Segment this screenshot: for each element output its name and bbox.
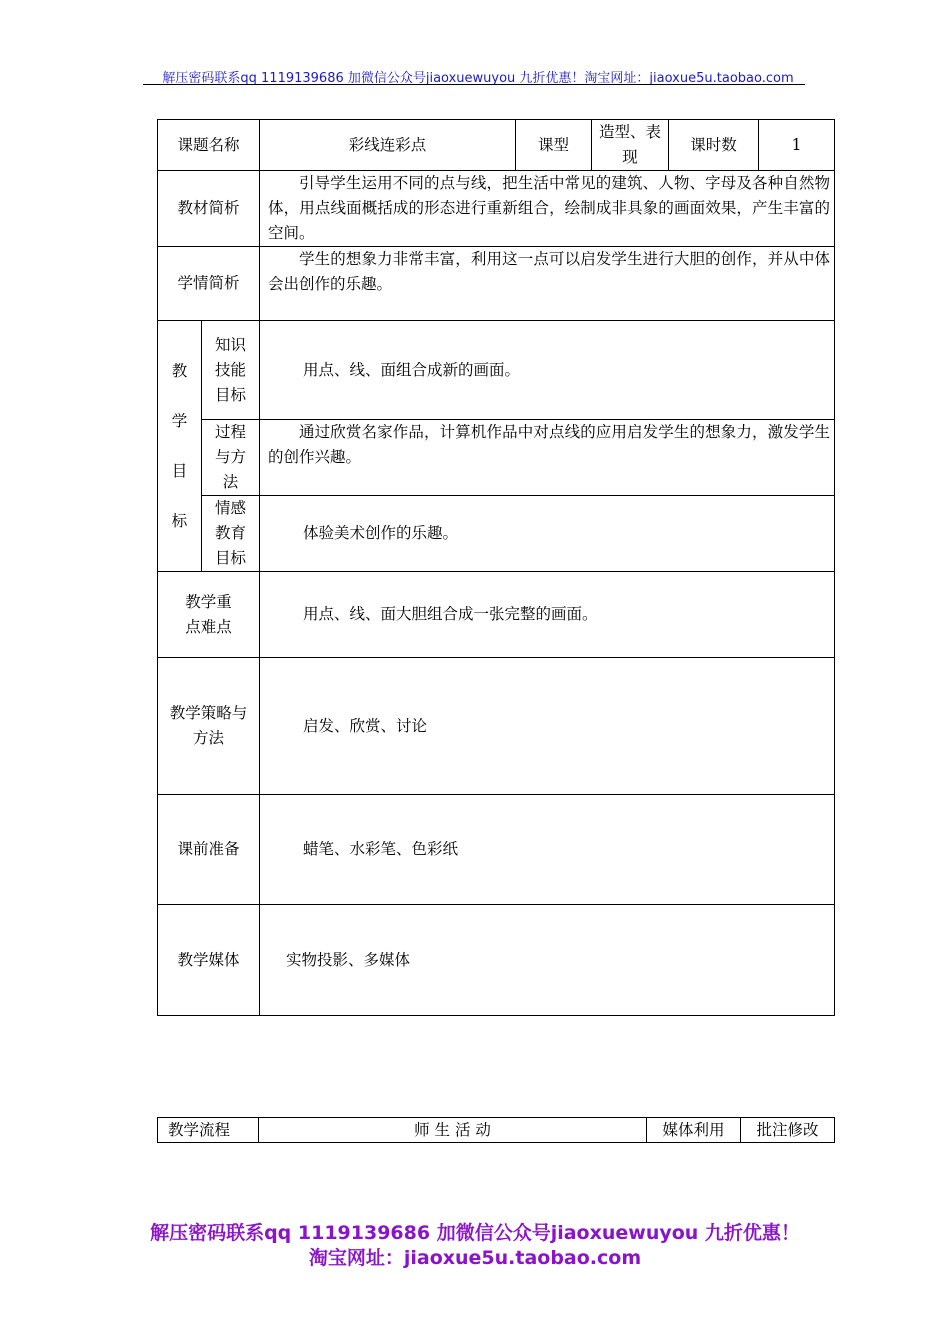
flow-header-activity: 师 生 活 动 [259,1118,647,1143]
footer-watermark-line1: 解压密码联系qq 1119139686 加微信公众号jiaoxuewuyou 九折优惠！ [150,1222,800,1244]
footer-watermark-line2: 淘宝网址：jiaoxue5u.taobao.com [308,1247,642,1269]
material-label: 教材简析 [158,171,260,247]
media-text: 实物投影、多媒体 [260,905,835,1016]
lesson-plan-table [157,119,835,1016]
title-value: 彩线连彩点 [260,120,516,171]
key-text: 用点、线、面大胆组合成一张完整的画面。 [260,572,835,658]
flow-header-process: 教学流程 [158,1118,259,1143]
student-label: 学情简析 [158,247,260,321]
key-label: 教学重点难点 [158,572,260,658]
goal-knowledge-label: 知识技能目标 [202,321,260,420]
media-label: 教学媒体 [158,905,260,1016]
goal-knowledge-text: 用点、线、面组合成新的画面。 [260,321,835,420]
type-value: 造型、表现 [592,120,669,171]
student-text: 学生的想象力非常丰富，利用这一点可以启发学生进行大胆的创作，并从中体会出创作的乐趣。 [260,247,835,321]
flow-header-notes: 批注修改 [741,1118,835,1143]
flow-header-media: 媒体利用 [647,1118,741,1143]
goal-emotion-text: 体验美术创作的乐趣。 [260,496,835,572]
goals-char: 学 [171,412,188,430]
prep-label: 课前准备 [158,795,260,905]
goal-process-label: 过程与方法 [202,420,260,496]
goals-label [158,321,202,572]
strategy-label: 教学策略与方法 [158,658,260,795]
type-label: 课型 [516,120,592,171]
header-rule [143,84,805,85]
hours-value: 1 [759,120,835,171]
title-label: 课题名称 [158,120,260,171]
hours-label: 课时数 [669,120,759,171]
prep-text: 蜡笔、水彩笔、色彩纸 [260,795,835,905]
goal-emotion-label: 情感教育目标 [202,496,260,572]
strategy-text: 启发、欣赏、讨论 [260,658,835,795]
material-text: 引导学生运用不同的点与线，把生活中常见的建筑、人物、字母及各种自然物体，用点线面概括成的形态进行重新组合，绘制成非具象的画面效果，产生丰富的空间。 [260,171,835,247]
teaching-flow-table [157,1117,835,1143]
goals-char: 教 [171,362,188,380]
header-watermark-text: 解压密码联系qq 1119139686 加微信公众号jiaoxuewuyou 九折优惠！淘宝网址：jiaoxue5u.taobao.com [162,71,794,86]
goals-char: 标 [171,512,188,530]
goal-process-text: 通过欣赏名家作品，计算机作品中对点线的应用启发学生的想象力，激发学生的创作兴趣。 [260,420,835,496]
goals-char: 目 [171,462,188,480]
